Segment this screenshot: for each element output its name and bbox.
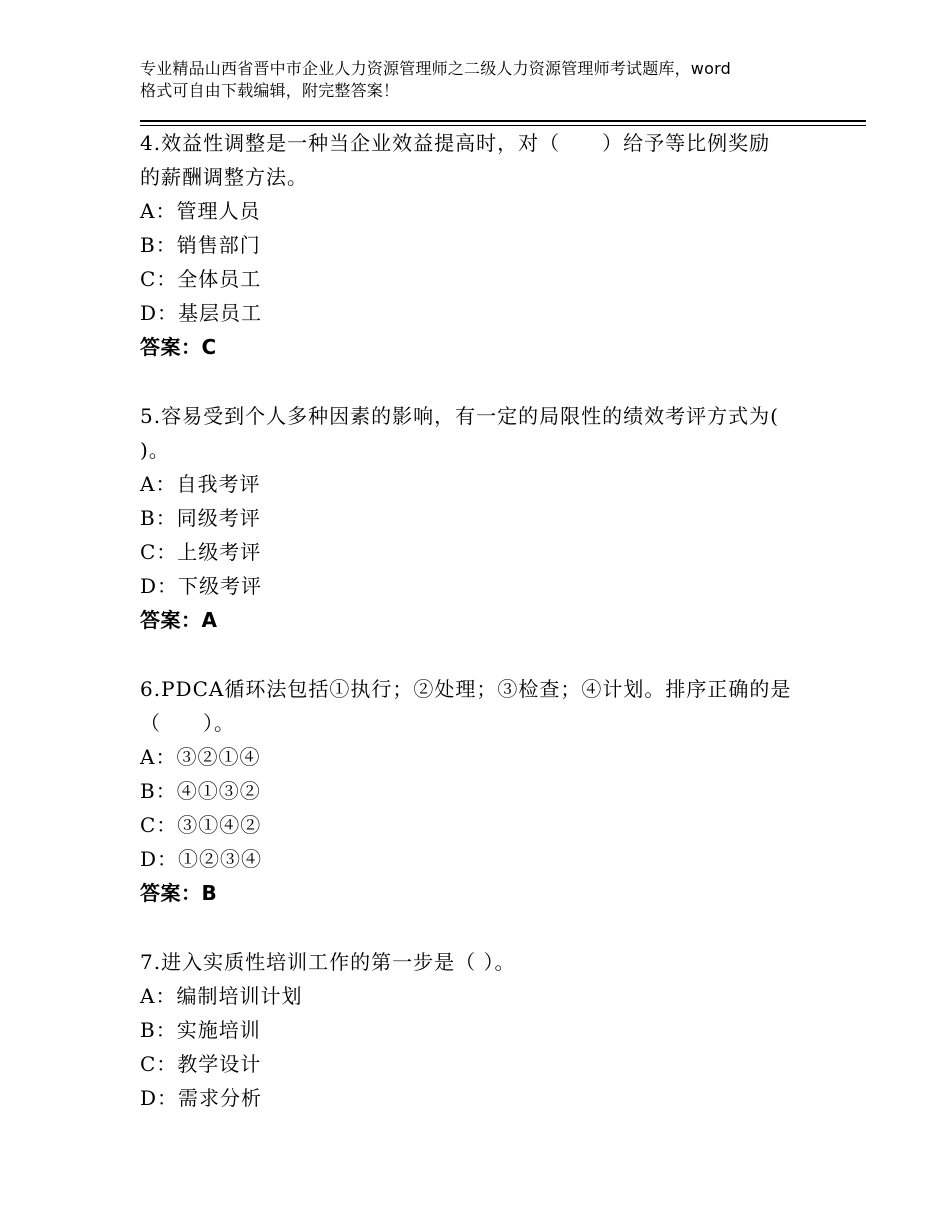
- option-b: B：同级考评: [140, 506, 261, 530]
- option-c: C：全体员工: [140, 267, 262, 291]
- option-a: A：③②①④: [140, 745, 261, 769]
- question-7: [140, 945, 820, 1115]
- option-a: A：自我考评: [140, 472, 261, 496]
- option-b: B：④①③②: [140, 779, 261, 803]
- answer: 答案：B: [140, 881, 218, 905]
- option-d: D：下级考评: [140, 574, 263, 598]
- question-stem: 6.PDCA循环法包括①执行；②处理；③检查；④计划。排序正确的是: [140, 677, 792, 701]
- header-line-1: 专业精品山西省晋中市企业人力资源管理师之二级人力资源管理师考试题库，word: [140, 59, 731, 78]
- option-a: A：编制培训计划: [140, 984, 303, 1008]
- option-b: B：实施培训: [140, 1018, 261, 1042]
- question-stem: )。: [140, 438, 170, 462]
- document-header: [140, 58, 840, 102]
- header-line-2: 格式可自由下载编辑，附完整答案！: [140, 81, 400, 100]
- question-4: [140, 126, 820, 364]
- option-c: C：上级考评: [140, 540, 262, 564]
- question-stem: 5.容易受到个人多种因素的影响，有一定的局限性的绩效考评方式为(: [140, 404, 779, 428]
- question-stem: （ ）。: [140, 711, 235, 735]
- answer: 答案：A: [140, 608, 218, 632]
- header-divider-thick: [140, 120, 866, 122]
- option-d: D：需求分析: [140, 1086, 263, 1110]
- option-d: D：基层员工: [140, 301, 263, 325]
- question-6: [140, 672, 820, 910]
- question-stem: 的薪酬调整方法。: [140, 165, 308, 189]
- option-b: B：销售部门: [140, 233, 261, 257]
- option-c: C：③①④②: [140, 813, 262, 837]
- option-a: A：管理人员: [140, 199, 261, 223]
- question-stem: 4.效益性调整是一种当企业效益提高时，对（ ）给予等比例奖励: [140, 131, 771, 155]
- question-5: [140, 399, 820, 637]
- answer: 答案：C: [140, 335, 217, 359]
- option-c: C：教学设计: [140, 1052, 262, 1076]
- option-d: D：①②③④: [140, 847, 263, 871]
- question-stem: 7.进入实质性培训工作的第一步是（ ）。: [140, 950, 516, 974]
